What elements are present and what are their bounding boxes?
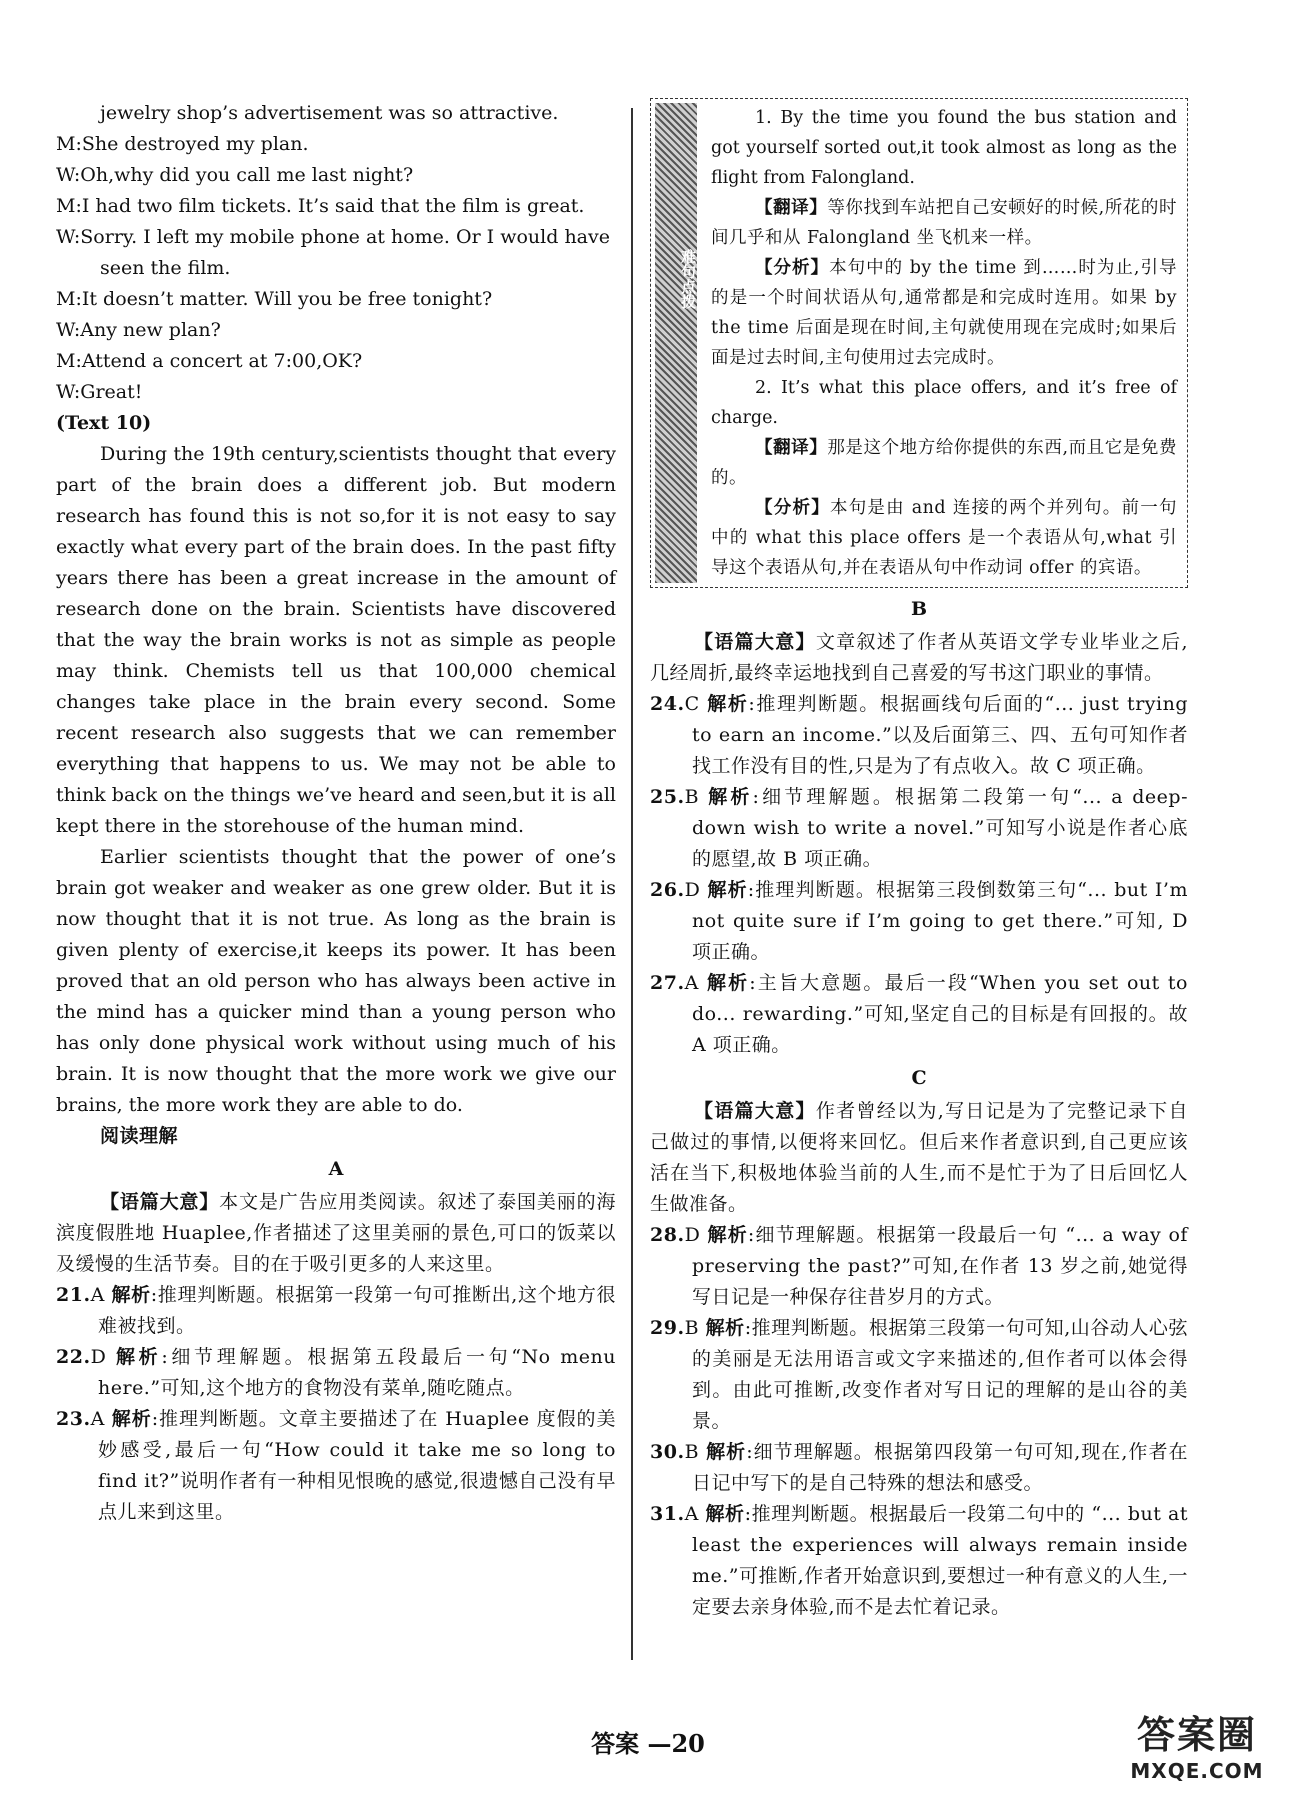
- note-analysis: 【分析】本句中的 by the time 到……时为止,引导的是一个时间状语从句,通常都是和完成时连用。如果 by the time 后面是现在时间,主句就使用现在完成时;如果后面是过去时间,主句使用过去完成时。: [711, 258, 1177, 368]
- answer-text: :推理判断题。根据第三段倒数第三句“... but I’m not quite sure if I’m going to get there.”可知, D 项正确。: [692, 879, 1188, 963]
- answer-number: 27.: [650, 972, 685, 994]
- speaker: W:: [56, 164, 81, 186]
- answer-keyword: 解析: [111, 1408, 152, 1430]
- dialogue-text: Great!: [80, 381, 143, 403]
- dialogue-text: It doesn’t matter. Will you be free tonight?: [81, 288, 493, 310]
- dialogue-line: [56, 191, 616, 222]
- dialogue-text: Oh,why did you call me last night?: [80, 164, 414, 186]
- reading-heading: 阅读理解: [100, 1125, 179, 1147]
- answer-option: B: [684, 1317, 700, 1339]
- answer-number: 23.: [56, 1408, 91, 1430]
- speaker: M:: [56, 288, 82, 310]
- answer-number: 29.: [650, 1317, 685, 1339]
- dialogue-line: [56, 315, 616, 346]
- answer-text: :细节理解题。根据第五段最后一句“No menu here.”可知,这个地方的食物没有菜单,随吃随点。: [98, 1346, 616, 1399]
- dialogue: [56, 98, 616, 408]
- answer-text: :推理判断题。根据最后一段第二句中的 “... but at least the experiences will always remain inside me.”可推断,作者开始意识到,要想过一种有意义的人生,一定要去亲身体验,而不是去忙着记录。: [692, 1503, 1188, 1618]
- answer-keyword: 解析: [705, 1317, 745, 1339]
- watermark-bottom: MXQE.COM: [1130, 1759, 1264, 1783]
- answer-text: :推理判断题。根据第三段第一句可知,山谷动人心弦的美丽是无法用语言或文字来描述的,但作者可以体会得到。由此可推断,改变作者对写日记的理解的是山谷的美景。: [692, 1317, 1188, 1432]
- answer-item: [56, 1342, 616, 1404]
- answer-option: A: [90, 1408, 105, 1430]
- speaker: W:: [56, 381, 81, 403]
- watermark-logo: [1112, 1712, 1282, 1792]
- answer-option: D: [684, 1224, 701, 1246]
- answer-option: A: [90, 1284, 105, 1306]
- answer-item: [650, 1499, 1188, 1623]
- dialogue-text: jewelry shop’s advertisement was so attractive.: [100, 102, 559, 124]
- answer-keyword: 解析: [707, 879, 748, 901]
- text10-paragraph-1: During the 19th century,scientists thought that every part of the brain does a different job. But modern research has found this is not so,for it is not easy to say exactly what every part of the brain does. In the past fifty years there has been a great increase in the amount of research done on the brain. Scientists have discovered that the way the brain works is not as simple as people may think. Chemists tell us that 100,000 chemical changes take place in the brain every second. Some recent research also suggests that we can remember everything that happens to us. We may not be able to think back on the things we’ve heard and seen,but it is all kept there in the storehouse of the human mind.: [56, 443, 616, 837]
- dialogue-text: Any new plan?: [80, 319, 221, 341]
- answer-keyword: 解析: [708, 786, 753, 808]
- answer-text: :细节理解题。根据第四段第一句可知,现在,作者在日记中写下的是自己特殊的想法和感受。: [692, 1441, 1188, 1494]
- answer-item: [56, 1280, 616, 1342]
- answer-number: 28.: [650, 1224, 685, 1246]
- answer-keyword: 解析: [707, 693, 749, 715]
- difficult-sentence-notes: [650, 98, 1188, 588]
- note-translation: 【翻译】等你找到车站把自己安顿好的时候,所花的时间几乎和从 Falongland 坐飞机来一样。: [711, 198, 1178, 248]
- answer-option: D: [90, 1346, 107, 1368]
- answer-number: 26.: [650, 879, 685, 901]
- section-b-title: B: [910, 598, 928, 620]
- dialogue-text: Sorry. I left my mobile phone at home. Or I would have seen the film.: [80, 226, 610, 279]
- right-column: [650, 98, 1188, 1623]
- page-footer: 答案 —20: [591, 1729, 705, 1758]
- answer-option: B: [684, 786, 700, 808]
- note-sentence: 1. By the time you found the bus station and got yourself sorted out,it took almost as long as the flight from Falongland.: [711, 108, 1177, 188]
- answer-item: [650, 1313, 1188, 1437]
- answer-number: 21.: [56, 1284, 91, 1306]
- notes-side-label: 难句点拨: [679, 249, 697, 309]
- section-c-title: C: [911, 1067, 927, 1089]
- summary-a: 【语篇大意】本文是广告应用类阅读。叙述了泰国美丽的海滨度假胜地 Huaplee,作者描述了这里美丽的景色,可口的饭菜以及缓慢的生活节奏。目的在于吸引更多的人来这里。: [56, 1191, 616, 1275]
- answer-keyword: 解析: [116, 1346, 162, 1368]
- watermark-top: 答案圈: [1136, 1713, 1257, 1757]
- answer-option: C: [684, 693, 700, 715]
- answer-text: :细节理解题。根据第二段第一句“... a deep-down wish to write a novel.”可知写小说是作者心底的愿望,故 B 项正确。: [692, 786, 1188, 870]
- note-sentence: 2. It’s what this place offers, and it’s free of charge.: [711, 378, 1177, 428]
- dialogue-line: [56, 346, 616, 377]
- dialogue-line: [56, 284, 616, 315]
- column-divider: [631, 108, 633, 1660]
- answers-c: [650, 1220, 1188, 1623]
- speaker: M:: [56, 133, 82, 155]
- answer-keyword: 解析: [707, 1224, 748, 1246]
- answer-number: 31.: [650, 1503, 685, 1525]
- dialogue-line: [56, 377, 616, 408]
- answer-text: :细节理解题。根据第一段最后一句 “... a way of preserving the past?”可知,在作者 13 岁之前,她觉得写日记是一种保存往昔岁月的方式。: [692, 1224, 1188, 1308]
- dialogue-line: [56, 222, 616, 284]
- answer-item: [650, 689, 1188, 782]
- notes-side-stripe: [655, 103, 697, 583]
- answer-item: [650, 1220, 1188, 1313]
- answer-number: 25.: [650, 786, 685, 808]
- answer-number: 24.: [650, 693, 685, 715]
- note-translation: 【翻译】那是这个地方给你提供的东西,而且它是免费的。: [711, 438, 1178, 488]
- answer-item: [650, 1437, 1188, 1499]
- dialogue-text: Attend a concert at 7:00,OK?: [81, 350, 363, 372]
- answer-text: :主旨大意题。最后一段“When you set out to do... rewarding.”可知,坚定自己的目标是有回报的。故 A 项正确。: [692, 972, 1188, 1056]
- answer-item: [650, 782, 1188, 875]
- answer-item: [650, 968, 1188, 1061]
- speaker: W:: [56, 226, 81, 248]
- answers-a: [56, 1280, 616, 1528]
- dialogue-line: [56, 160, 616, 191]
- speaker: M:: [56, 195, 82, 217]
- dialogue-text: She destroyed my plan.: [81, 133, 309, 155]
- answers-b: [650, 689, 1188, 1061]
- left-column: [56, 98, 616, 1528]
- answer-keyword: 解析: [705, 1503, 745, 1525]
- text10-paragraph-2: Earlier scientists thought that the power of one’s brain got weaker and weaker as one grew older. But it is now thought that it is not true. As long as the brain is given plenty of exercise,it keeps its power. It has been proved that an old person who has always been active in the mind has a quicker mind than a young person who has only done physical work without using much of his brain. It is now thought that the more work we give our brains, the more work they are able to do.: [56, 846, 616, 1116]
- answer-keyword: 解析: [706, 972, 750, 994]
- answer-keyword: 解析: [111, 1284, 151, 1306]
- speaker: M:: [56, 350, 82, 372]
- answer-option: A: [684, 1503, 699, 1525]
- answer-item: [650, 875, 1188, 968]
- answer-number: 22.: [56, 1346, 91, 1368]
- summary-b: 【语篇大意】文章叙述了作者从英语文学专业毕业之后,几经周折,最终幸运地找到自己喜爱的写书这门职业的事情。: [650, 631, 1188, 684]
- dialogue-text: I had two film tickets. It’s said that the film is great.: [81, 195, 585, 217]
- answer-text: :推理判断题。根据第一段第一句可推断出,这个地方很难被找到。: [98, 1284, 616, 1337]
- note-analysis: 【分析】本句是由 and 连接的两个并列句。前一句中的 what this place offers 是一个表语从句,what 引导这个表语从句,并在表语从句中作动词 offer 的宾语。: [711, 498, 1178, 578]
- speaker: W:: [56, 319, 81, 341]
- answer-number: 30.: [650, 1441, 685, 1463]
- answer-option: D: [684, 879, 701, 901]
- section-a-title: A: [328, 1158, 344, 1180]
- dialogue-line: [56, 129, 616, 160]
- answer-text: :推理判断题。文章主要描述了在 Huaplee 度假的美妙感受,最后一句“How could it take me so long to find it?”说明作者有一种相见恨晚的感觉,很遗憾自己没有早点儿来到这里。: [98, 1408, 616, 1523]
- answer-option: B: [684, 1441, 700, 1463]
- answer-option: A: [684, 972, 699, 994]
- answer-text: :推理判断题。根据画线句后面的“... just trying to earn an income.”以及后面第三、四、五句可知作者找工作没有目的性,只是为了有点收入。故 C 项正确。: [692, 693, 1188, 777]
- text10-title: (Text 10): [56, 412, 152, 434]
- dialogue-line: [56, 98, 616, 129]
- answer-item: [56, 1404, 616, 1528]
- summary-c: 【语篇大意】作者曾经以为,写日记是为了完整记录下自己做过的事情,以便将来回忆。但后来作者意识到,自己更应该活在当下,积极地体验当前的人生,而不是忙于为了日后回忆人生做准备。: [650, 1100, 1188, 1215]
- answer-keyword: 解析: [706, 1441, 747, 1463]
